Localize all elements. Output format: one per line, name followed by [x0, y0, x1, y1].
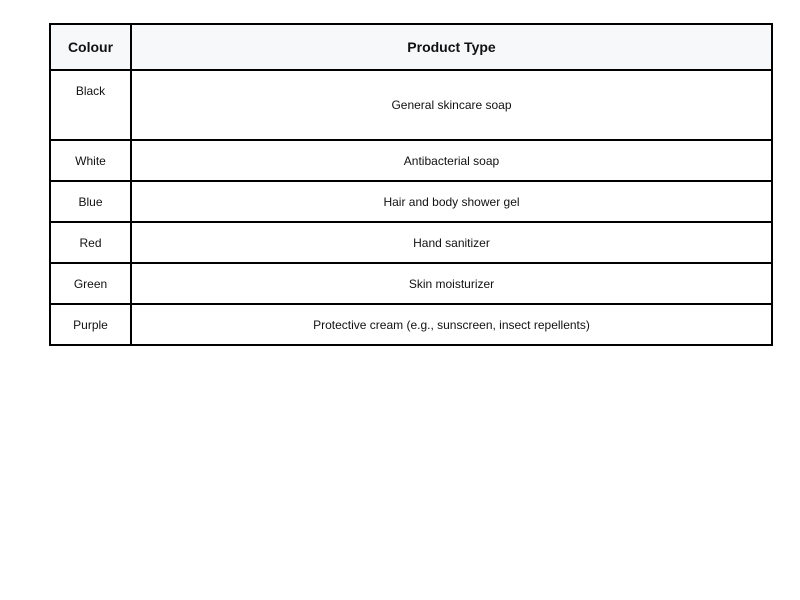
colour-cell: White: [50, 140, 131, 181]
colour-cell: Green: [50, 263, 131, 304]
product-type-cell: General skincare soap: [131, 70, 772, 140]
header-row: [50, 24, 772, 70]
product-type-cell: Skin moisturizer: [131, 263, 772, 304]
table-row: [50, 222, 772, 263]
table-row: [50, 263, 772, 304]
colour-cell: Red: [50, 222, 131, 263]
colour-column-header: Colour: [50, 24, 131, 70]
colour-cell: Purple: [50, 304, 131, 345]
table-body: [50, 70, 772, 345]
product-type-cell: Antibacterial soap: [131, 140, 772, 181]
table-row: [50, 140, 772, 181]
product-type-cell: Hand sanitizer: [131, 222, 772, 263]
product-type-column-header: Product Type: [131, 24, 772, 70]
table-row: [50, 70, 772, 140]
table-row: [50, 304, 772, 345]
table-row: [50, 181, 772, 222]
colour-cell: Blue: [50, 181, 131, 222]
colour-cell: Black: [50, 70, 131, 140]
product-type-cell: Protective cream (e.g., sunscreen, insect repellents): [131, 304, 772, 345]
table-header: [50, 24, 772, 70]
product-type-cell: Hair and body shower gel: [131, 181, 772, 222]
colour-product-table: [49, 23, 773, 346]
